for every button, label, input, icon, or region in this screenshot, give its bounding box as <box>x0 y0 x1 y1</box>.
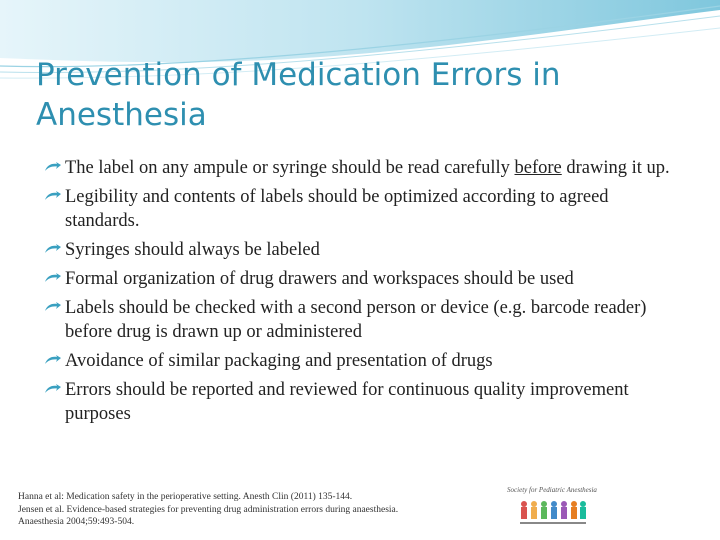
bullet-text-continued: drawing it up. <box>561 158 670 178</box>
references <box>18 491 488 529</box>
reference-line: Jensen et al. Evidence-based strategies for preventing drug administration errors during anaesthesia. <box>18 504 399 515</box>
page-title: Prevention of Medication Errors in Anesthesia <box>36 57 561 133</box>
bullet-text: Formal organization of drug drawers and workspaces should be used <box>65 269 574 289</box>
bullet-icon <box>44 302 62 314</box>
bullet-text: Errors should be reported and reviewed for continuous quality improvement purposes <box>65 380 629 424</box>
bullet-item <box>44 185 684 233</box>
bullet-icon <box>44 355 62 367</box>
bullet-text: The label on any ampule or syringe should be read carefully <box>65 158 515 178</box>
bullet-text: Syringes should always be labeled <box>65 240 320 260</box>
bullet-item <box>44 296 684 344</box>
bullet-item <box>44 238 684 262</box>
children-logo-icon <box>518 496 588 530</box>
bullet-item <box>44 156 684 180</box>
society-logo <box>498 486 606 532</box>
bullet-list <box>44 156 684 431</box>
bullet-text: Avoidance of similar packaging and presentation of drugs <box>65 351 493 371</box>
bullet-text: Labels should be checked with a second person or device (e.g. barcode reader) before drug is drawn up or administered <box>65 298 647 342</box>
bullet-icon <box>44 384 62 396</box>
reference-line: Hanna et al: Medication safety in the perioperative setting. Anesth Clin (2011) 135-144. <box>18 492 353 502</box>
bullet-item <box>44 378 684 426</box>
bullet-icon <box>44 244 62 256</box>
bullet-icon <box>44 162 62 174</box>
reference-line: Anaesthesia 2004;59:493-504. <box>18 517 135 527</box>
bullet-icon <box>44 273 62 285</box>
bullet-item <box>44 267 684 291</box>
bullet-emphasis: before <box>514 158 562 178</box>
logo-text: Society for Pediatric Anesthesia <box>507 486 597 494</box>
bullet-item <box>44 349 684 373</box>
bullet-text: Legibility and contents of labels should be optimized according to agreed standards. <box>65 187 609 231</box>
bullet-icon <box>44 191 62 203</box>
